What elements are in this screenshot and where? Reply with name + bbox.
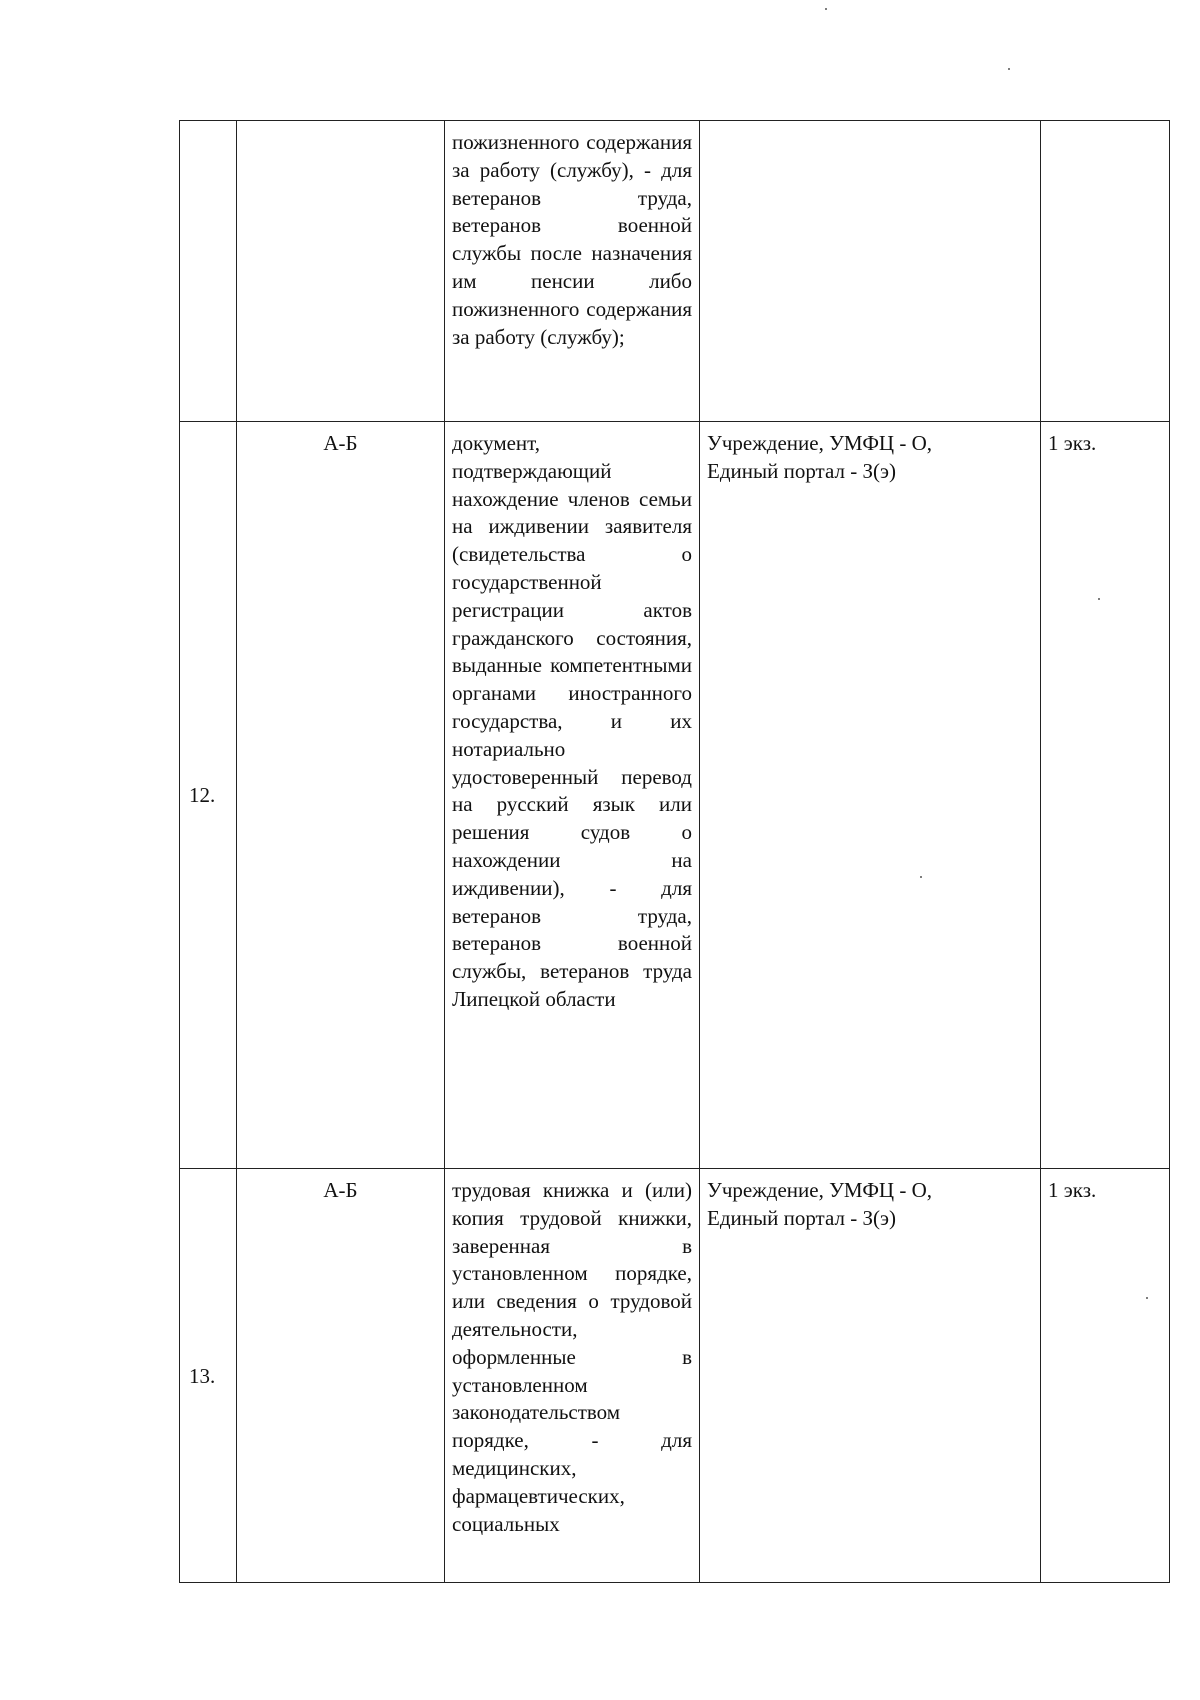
row-number: 13.	[189, 1363, 216, 1388]
quantity-cell	[1041, 422, 1170, 1169]
document-description-cell	[445, 1169, 700, 1583]
submission-source-line: Единый портал - З(э)	[707, 1205, 896, 1230]
submission-source-cell	[700, 1169, 1041, 1583]
category-text: А-Б	[323, 1178, 358, 1202]
row-number-cell	[180, 1169, 237, 1583]
row-number-cell	[180, 121, 237, 422]
row-number-cell	[180, 422, 237, 1169]
quantity-cell	[1041, 121, 1170, 422]
scan-speck	[1146, 1297, 1148, 1299]
quantity-cell	[1041, 1169, 1170, 1583]
table-row	[180, 1169, 1170, 1583]
scan-speck	[1098, 598, 1100, 600]
quantity-text: 1 экз.	[1048, 1178, 1097, 1202]
category-text: А-Б	[323, 431, 358, 455]
submission-source-cell	[700, 422, 1041, 1169]
table-row	[180, 121, 1170, 422]
row-number: 12.	[189, 783, 216, 808]
document-description-cell	[445, 422, 700, 1169]
table-row	[180, 422, 1170, 1169]
scan-speck	[1008, 68, 1010, 70]
scan-speck	[920, 876, 922, 878]
document-description: документ, подтверждающий нахождение членов семьи на иждивении заявителя (свидетельства о государственной регистрации актов гражданского состояния, выданные компетентными органами иностранного государства, и их нотариально удостоверенный перевод на русский язык или решения судов о нахождении на иждивении), - для ветеранов труда, ветеранов военной службы, ветеранов труда Липецкой области	[452, 431, 692, 1011]
scan-speck	[825, 8, 827, 10]
document-description: пожизненного содержания за работу (службу), - для ветеранов труда, ветеранов военной службы после назначения им пенсии либо пожизненного содержания за работу (службу);	[452, 130, 692, 349]
submission-source-line: Единый портал - З(э)	[707, 458, 896, 483]
documents-table	[179, 120, 1170, 1583]
document-description-cell	[445, 121, 700, 422]
submission-source-cell	[700, 121, 1041, 422]
submission-source-line: Учреждение, УМФЦ - О,	[707, 1178, 932, 1202]
category-cell	[237, 1169, 445, 1583]
category-cell	[237, 121, 445, 422]
category-cell	[237, 422, 445, 1169]
submission-source-line: Учреждение, УМФЦ - О,	[707, 431, 932, 455]
document-description: трудовая книжка и (или) копия трудовой книжки, заверенная в установленном порядке, или сведения о трудовой деятельности, оформленные в установленном законодательством порядке, - для медицинских, фармацевтических, социальных	[452, 1178, 692, 1536]
quantity-text: 1 экз.	[1048, 431, 1097, 455]
